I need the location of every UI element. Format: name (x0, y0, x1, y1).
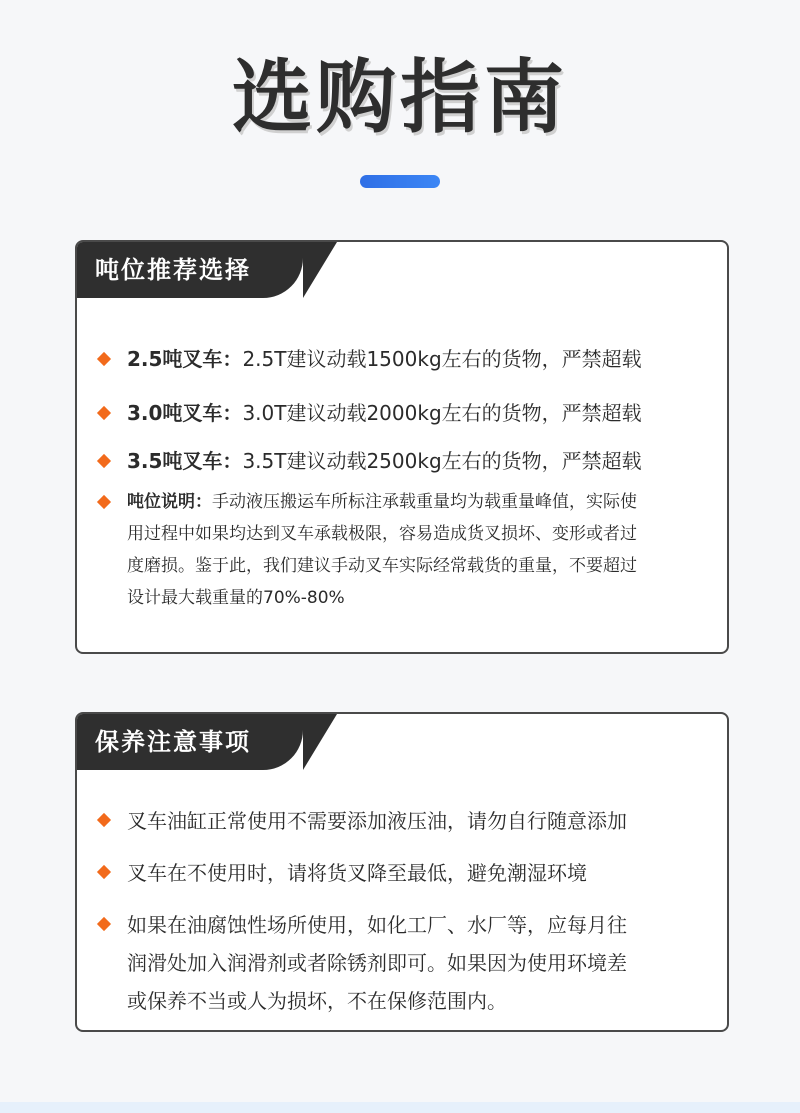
item-label: 3.0吨叉车： (127, 401, 243, 425)
item-label: 3.5吨叉车： (127, 449, 243, 473)
list-item (99, 398, 709, 428)
list-item (99, 802, 709, 840)
item-line: 如果在油腐蚀性场所使用，如化工厂、水厂等，应每月往 (127, 913, 627, 937)
item-text: 2.5T建议动载1500kg左右的货物，严禁超载 (242, 347, 642, 371)
diamond-bullet-icon (97, 813, 111, 827)
note-item (99, 486, 709, 614)
page-title: 选购指南 (232, 51, 568, 144)
diamond-bullet-icon (97, 495, 111, 509)
diamond-bullet-icon (97, 917, 111, 931)
bottom-strip (0, 1102, 800, 1113)
diamond-bullet-icon (97, 865, 111, 879)
item-line: 润滑处加入润滑剂或者除锈剂即可。如果因为使用环境差 (127, 951, 627, 975)
section-tab (77, 242, 303, 298)
note-line: 用过程中如果均达到叉车承载极限，容易造成货叉损坏、变形或者过 (127, 524, 637, 544)
list-item (99, 854, 709, 892)
note-line: 手动液压搬运车所标注承载重量均为载重量峰值，实际使 (212, 492, 637, 512)
diamond-bullet-icon (97, 454, 111, 468)
item-text: 叉车油缸正常使用不需要添加液压油，请勿自行随意添加 (127, 809, 627, 833)
note-label: 吨位说明： (127, 492, 212, 512)
item-line: 或保养不当或人为损坏，不在保修范围内。 (127, 989, 507, 1013)
maintenance-card (75, 712, 729, 1032)
item-label: 2.5吨叉车： (127, 347, 243, 371)
item-text: 3.0T建议动载2000kg左右的货物，严禁超载 (242, 401, 642, 425)
item-text: 叉车在不使用时，请将货叉降至最低，避免潮湿环境 (127, 861, 587, 885)
section-tab (77, 714, 303, 770)
list-item (99, 446, 709, 476)
section-heading: 保养注意事项 (95, 728, 251, 756)
diamond-bullet-icon (97, 352, 111, 366)
title-accent-bar (360, 175, 440, 188)
note-line: 设计最大载重量的70%-80% (127, 588, 345, 608)
diamond-bullet-icon (97, 406, 111, 420)
list-item (99, 344, 709, 374)
section-heading: 吨位推荐选择 (95, 256, 251, 284)
list-item (99, 906, 709, 1020)
tonnage-card (75, 240, 729, 654)
item-text: 3.5T建议动载2500kg左右的货物，严禁超载 (242, 449, 642, 473)
note-line: 度磨损。鉴于此，我们建议手动叉车实际经常载货的重量，不要超过 (127, 556, 637, 576)
